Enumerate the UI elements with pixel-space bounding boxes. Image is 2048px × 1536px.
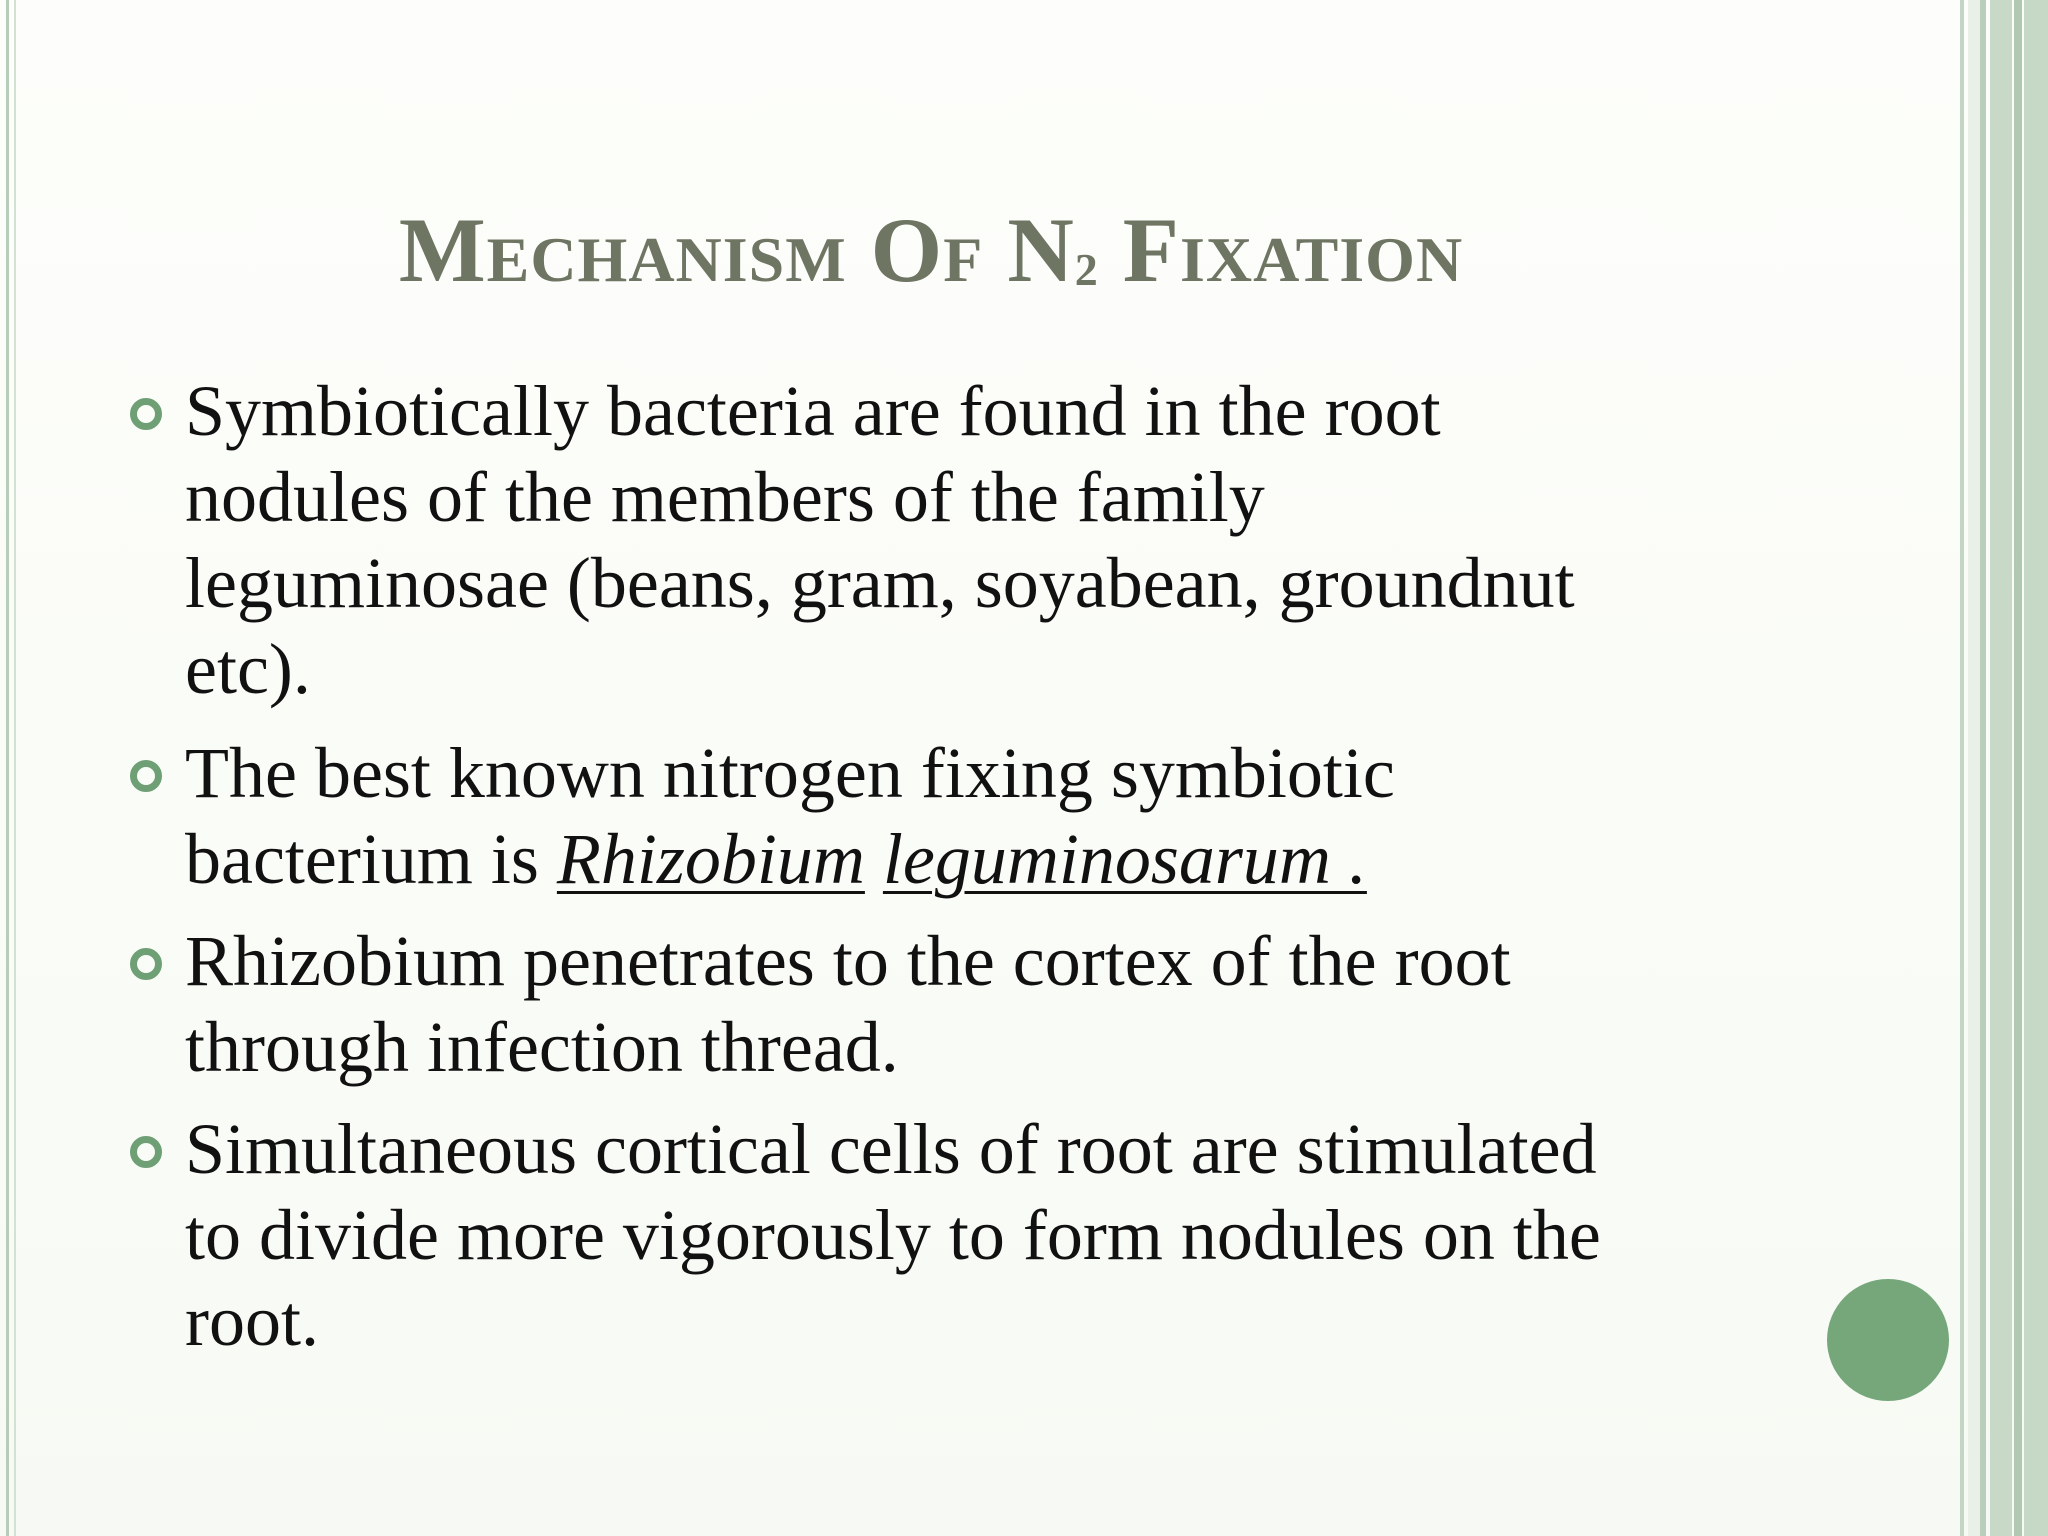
- bullet-text: [185, 368, 1785, 712]
- bullet-line: The best known nitrogen fixing symbiotic: [185, 733, 1395, 813]
- ring-bullet-icon: [130, 398, 162, 430]
- right-border-stripe: [1960, 0, 1964, 1536]
- right-border-stripe: [1968, 0, 1980, 1536]
- bullet-line: root.: [185, 1281, 319, 1361]
- genus-name: Rhizobium: [556, 819, 865, 899]
- right-border-stripe: [1980, 0, 1986, 1536]
- bullet-line: Rhizobium penetrates to the cortex of the root: [185, 921, 1511, 1001]
- bullet-line: Symbiotically bacteria are found in the root: [185, 371, 1441, 451]
- ring-bullet-icon: [130, 1136, 162, 1168]
- bullet-text: [185, 918, 1785, 1090]
- bullet-text: [185, 730, 1785, 902]
- title-subscript: 2: [1074, 244, 1099, 295]
- ring-bullet-icon: [130, 948, 162, 980]
- title-text-part: Mechanism Of N: [398, 199, 1075, 301]
- bullet-line: etc).: [185, 629, 311, 709]
- right-border-stripe: [1990, 0, 2012, 1536]
- right-border-stripe: [2014, 0, 2022, 1536]
- ring-bullet-icon: [130, 760, 162, 792]
- right-border-stripe: [2024, 0, 2048, 1536]
- accent-circle-icon: [1827, 1279, 1949, 1401]
- bullet-text: [185, 1106, 1785, 1364]
- bullet-line: nodules of the members of the family: [185, 457, 1265, 537]
- bullet-line: leguminosae (beans, gram, soyabean, groundnut: [185, 543, 1575, 623]
- bullet-line: Simultaneous cortical cells of root are stimulated: [185, 1109, 1597, 1189]
- bullet-line: through infection thread.: [185, 1007, 899, 1087]
- title-text-part: Fixation: [1098, 199, 1464, 301]
- species-name: leguminosarum .: [882, 819, 1367, 899]
- bullet-line: to divide more vigorously to form nodules on the: [185, 1195, 1601, 1275]
- bullet-line-prefix: bacterium is: [185, 819, 557, 899]
- bullet-line: [185, 816, 1785, 902]
- slide-title: [0, 195, 1862, 325]
